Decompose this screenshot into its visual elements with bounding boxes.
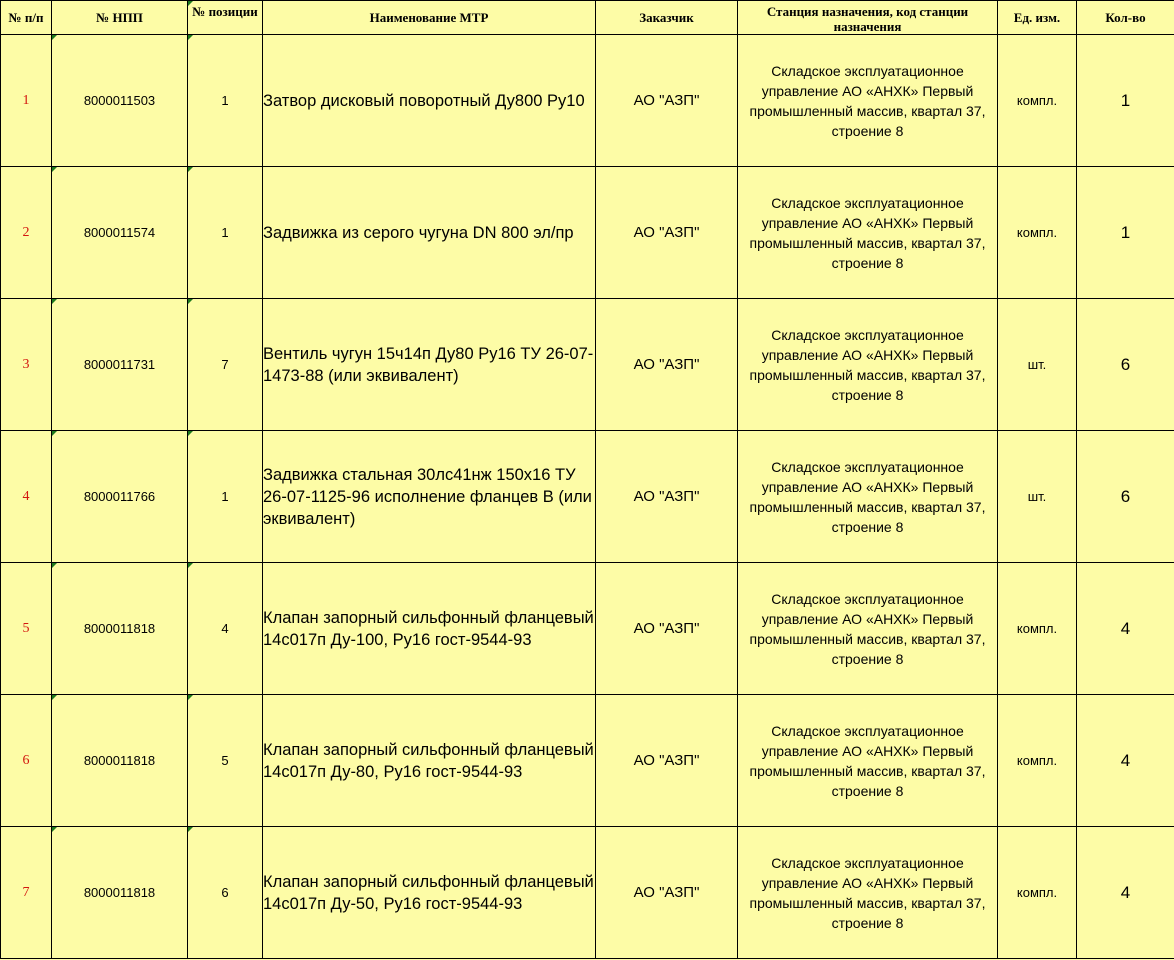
comment-marker xyxy=(52,695,57,700)
qty-cell[interactable]: 1 xyxy=(1077,167,1174,299)
npp-cell[interactable]: 8000011503 xyxy=(52,35,188,167)
table-row xyxy=(1,827,1174,959)
comment-marker xyxy=(52,563,57,568)
header-name[interactable]: Наименование МТР xyxy=(263,1,596,35)
unit-cell[interactable]: компл. xyxy=(998,827,1077,959)
customer-cell[interactable]: АО "АЗП" xyxy=(596,827,738,959)
table-row xyxy=(1,299,1174,431)
unit-cell[interactable]: компл. xyxy=(998,35,1077,167)
npp-cell[interactable]: 8000011818 xyxy=(52,827,188,959)
row-number-cell[interactable]: 6 xyxy=(1,695,52,827)
header-row xyxy=(1,1,1174,35)
position-cell[interactable]: 5 xyxy=(188,695,263,827)
customer-cell[interactable]: АО "АЗП" xyxy=(596,35,738,167)
header-destination[interactable]: Станция назначения, код станции назначения xyxy=(738,1,998,35)
table-row xyxy=(1,431,1174,563)
header-position[interactable]: № позиции xyxy=(188,1,263,35)
qty-cell[interactable]: 4 xyxy=(1077,827,1174,959)
unit-cell[interactable]: компл. xyxy=(998,695,1077,827)
qty-cell[interactable]: 4 xyxy=(1077,695,1174,827)
customer-cell[interactable]: АО "АЗП" xyxy=(596,431,738,563)
name-cell[interactable]: Вентиль чугун 15ч14п Ду80 Ру16 ТУ 26-07-1473-88 (или эквивалент) xyxy=(263,299,596,431)
npp-cell[interactable]: 8000011731 xyxy=(52,299,188,431)
npp-cell[interactable]: 8000011818 xyxy=(52,695,188,827)
position-cell[interactable]: 4 xyxy=(188,563,263,695)
row-number-cell[interactable]: 4 xyxy=(1,431,52,563)
comment-marker xyxy=(52,167,57,172)
name-cell[interactable]: Затвор дисковый поворотный Ду800 Ру10 xyxy=(263,35,596,167)
destination-cell[interactable]: Складское эксплуатационное управление АО «АНХК» Первый промышленный массив, квартал 37, строение 8 xyxy=(738,167,998,299)
header-npp[interactable]: № НПП xyxy=(52,1,188,35)
unit-cell[interactable]: шт. xyxy=(998,431,1077,563)
comment-marker xyxy=(188,695,193,700)
destination-cell[interactable]: Складское эксплуатационное управление АО «АНХК» Первый промышленный массив, квартал 37, строение 8 xyxy=(738,695,998,827)
comment-marker xyxy=(52,299,57,304)
comment-marker xyxy=(188,431,193,436)
npp-cell[interactable]: 8000011818 xyxy=(52,563,188,695)
npp-cell[interactable]: 8000011574 xyxy=(52,167,188,299)
comment-marker xyxy=(52,827,57,832)
row-number-cell[interactable]: 1 xyxy=(1,35,52,167)
name-cell[interactable]: Задвижка из серого чугуна DN 800 эл/пр xyxy=(263,167,596,299)
unit-cell[interactable]: шт. xyxy=(998,299,1077,431)
qty-cell[interactable]: 6 xyxy=(1077,431,1174,563)
qty-cell[interactable]: 4 xyxy=(1077,563,1174,695)
name-cell[interactable]: Клапан запорный сильфонный фланцевый 14с017п Ду-50, Ру16 гост-9544-93 xyxy=(263,827,596,959)
table-row xyxy=(1,695,1174,827)
destination-cell[interactable]: Складское эксплуатационное управление АО «АНХК» Первый промышленный массив, квартал 37, строение 8 xyxy=(738,299,998,431)
name-cell[interactable]: Задвижка стальная 30лс41нж 150х16 ТУ 26-07-1125-96 исполнение фланцев В (или эквивалент) xyxy=(263,431,596,563)
position-cell[interactable]: 1 xyxy=(188,167,263,299)
unit-cell[interactable]: компл. xyxy=(998,167,1077,299)
row-number-cell[interactable]: 7 xyxy=(1,827,52,959)
destination-cell[interactable]: Складское эксплуатационное управление АО «АНХК» Первый промышленный массив, квартал 37, строение 8 xyxy=(738,431,998,563)
comment-marker xyxy=(188,299,193,304)
customer-cell[interactable]: АО "АЗП" xyxy=(596,299,738,431)
row-number-cell[interactable]: 3 xyxy=(1,299,52,431)
header-customer[interactable]: Заказчик xyxy=(596,1,738,35)
comment-marker xyxy=(52,35,57,40)
comment-marker xyxy=(188,35,193,40)
row-number-cell[interactable]: 5 xyxy=(1,563,52,695)
row-number-cell[interactable]: 2 xyxy=(1,167,52,299)
table-row xyxy=(1,35,1174,167)
comment-marker xyxy=(188,167,193,172)
comment-marker xyxy=(188,827,193,832)
customer-cell[interactable]: АО "АЗП" xyxy=(596,563,738,695)
position-cell[interactable]: 1 xyxy=(188,431,263,563)
customer-cell[interactable]: АО "АЗП" xyxy=(596,167,738,299)
position-cell[interactable]: 6 xyxy=(188,827,263,959)
header-num[interactable]: № п/п xyxy=(1,1,52,35)
comment-marker xyxy=(52,431,57,436)
position-cell[interactable]: 1 xyxy=(188,35,263,167)
header-unit[interactable]: Ед. изм. xyxy=(998,1,1077,35)
unit-cell[interactable]: компл. xyxy=(998,563,1077,695)
comment-marker xyxy=(188,1,193,6)
header-qty[interactable]: Кол-во xyxy=(1077,1,1174,35)
destination-cell[interactable]: Складское эксплуатационное управление АО «АНХК» Первый промышленный массив, квартал 37, строение 8 xyxy=(738,563,998,695)
destination-cell[interactable]: Складское эксплуатационное управление АО «АНХК» Первый промышленный массив, квартал 37, строение 8 xyxy=(738,35,998,167)
qty-cell[interactable]: 1 xyxy=(1077,35,1174,167)
table-row xyxy=(1,563,1174,695)
name-cell[interactable]: Клапан запорный сильфонный фланцевый 14с017п Ду-100, Ру16 гост-9544-93 xyxy=(263,563,596,695)
position-cell[interactable]: 7 xyxy=(188,299,263,431)
qty-cell[interactable]: 6 xyxy=(1077,299,1174,431)
destination-cell[interactable]: Складское эксплуатационное управление АО «АНХК» Первый промышленный массив, квартал 37, строение 8 xyxy=(738,827,998,959)
comment-marker xyxy=(188,563,193,568)
customer-cell[interactable]: АО "АЗП" xyxy=(596,695,738,827)
npp-cell[interactable]: 8000011766 xyxy=(52,431,188,563)
name-cell[interactable]: Клапан запорный сильфонный фланцевый 14с017п Ду-80, Ру16 гост-9544-93 xyxy=(263,695,596,827)
table-row xyxy=(1,167,1174,299)
